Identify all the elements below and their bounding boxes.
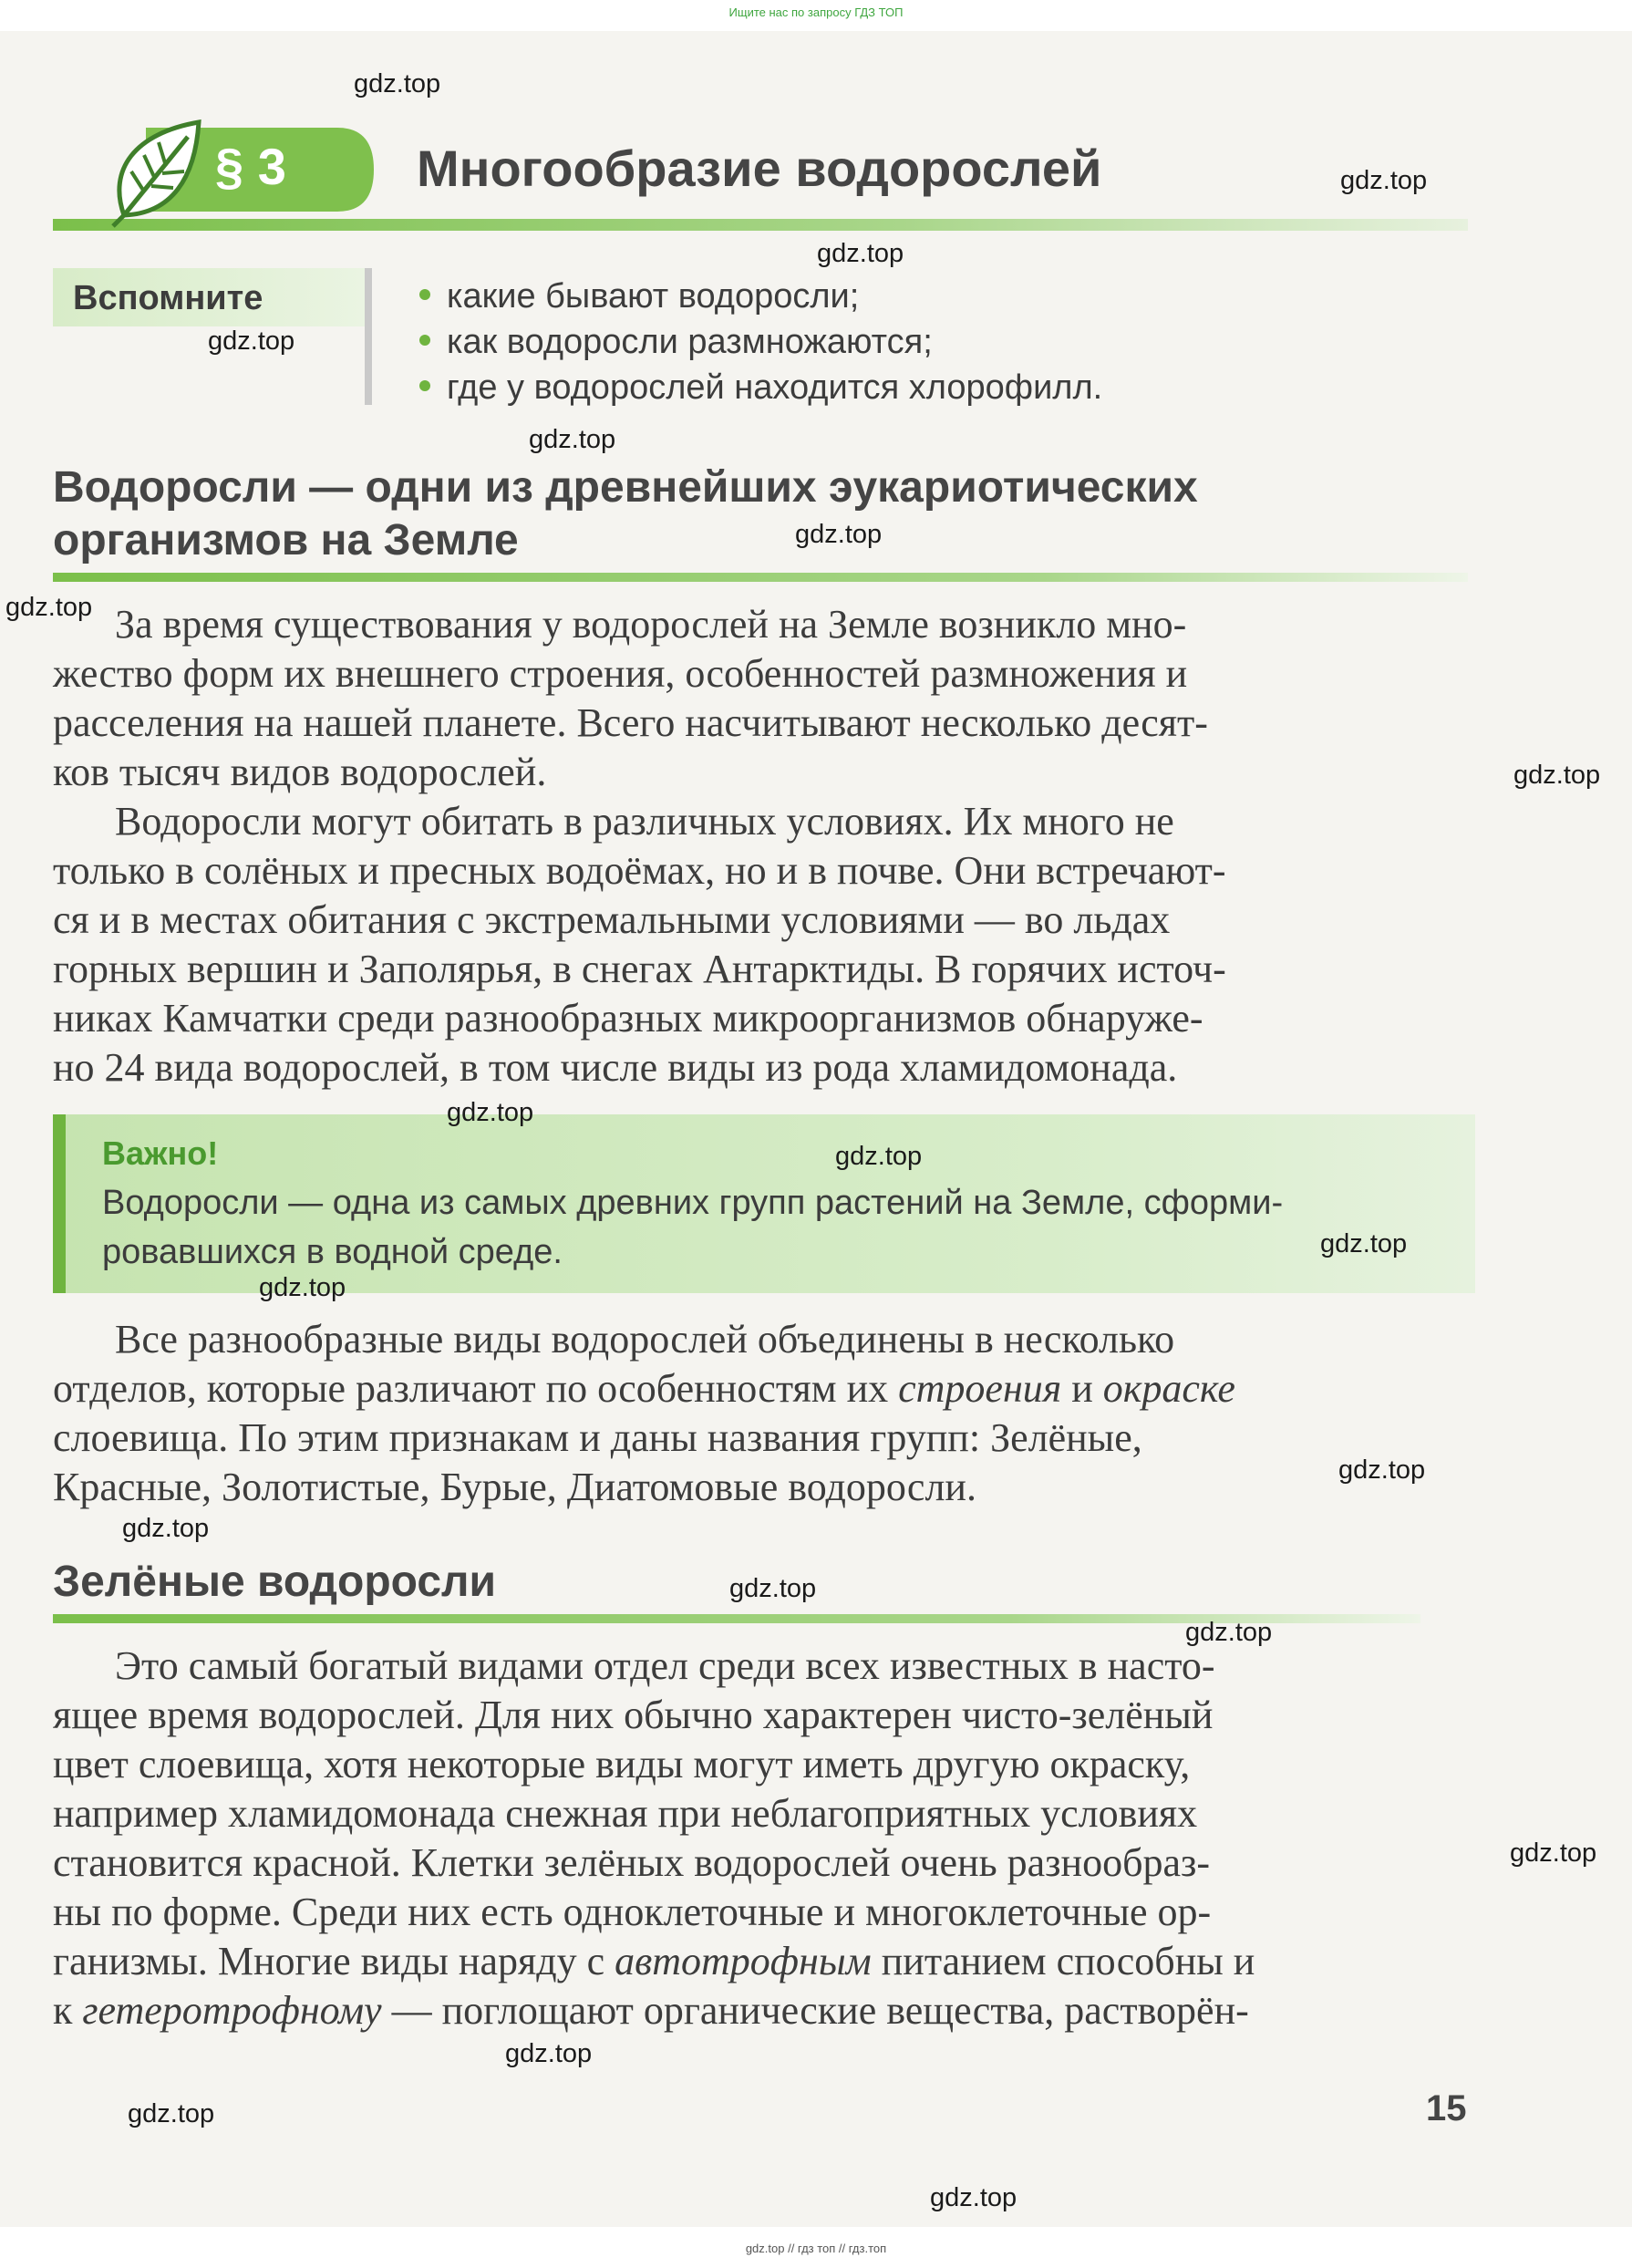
remember-list: [419, 274, 1102, 410]
important-label: Важно!: [102, 1134, 219, 1172]
watermark: gdz.top: [817, 239, 904, 268]
watermark: gdz.top: [835, 1142, 923, 1171]
bullet-icon: [419, 380, 430, 391]
bullet-icon: [419, 335, 430, 346]
watermark: gdz.top: [1338, 1455, 1426, 1485]
important-bar: [53, 1114, 66, 1293]
text-line: ганизмы. Многие виды наряду с автотрофным питанием способны и: [53, 1939, 1255, 1983]
watermark: gdz.top: [1510, 1838, 1597, 1868]
text-line: к гетеротрофному — поглощают органические вещества, растворён-: [53, 1988, 1249, 2033]
bullet-icon: [419, 289, 430, 300]
page-number: 15: [1426, 2088, 1467, 2128]
text-line: ся и в местах обитания с экстремальными условиями — во льдах: [53, 897, 1171, 942]
watermark: gdz.top: [930, 2183, 1017, 2212]
text-line: жество форм их внешнего строения, особенностей размножения и: [53, 651, 1188, 696]
watermark: gdz.top: [354, 69, 441, 98]
watermark: gdz.top: [208, 326, 295, 356]
list-item: где у водорослей находится хлорофилл.: [419, 365, 1102, 410]
emphasis-autotrophic: автотрофным: [615, 1939, 872, 1983]
watermark: gdz.top: [1185, 1618, 1273, 1647]
section-heading-green-algae: Зелёные водоросли: [53, 1558, 497, 1606]
text-line: За время существования у водорослей на Земле возникло мно-: [115, 602, 1187, 647]
text-line: никах Камчатки среди разнообразных микроорганизмов обнаруже-: [53, 996, 1203, 1041]
watermark: gdz.top: [259, 1273, 346, 1302]
watermark: gdz.top: [1320, 1229, 1408, 1258]
text-line: становится красной. Клетки зелёных водорослей очень разнообраз-: [53, 1840, 1211, 1885]
text-line: Красные, Золотистые, Бурые, Диатомовые водоросли.: [53, 1465, 976, 1509]
remember-label-box: [53, 268, 365, 326]
list-item: какие бывают водоросли;: [419, 274, 1102, 319]
important-text: Водоросли — одна из самых древних групп растений на Земле, сформи- ровавшихся в водной среде.: [102, 1184, 1284, 1271]
text-line: горных вершин и Заполярья, в снегах Антарктиды. В горячих источ-: [53, 947, 1226, 991]
text-line: слоевища. По этим признакам и даны названия групп: Зелёные,: [53, 1415, 1142, 1460]
section2-text: [53, 1641, 1475, 2035]
text-line: только в солёных и пресных водоёмах, но и в почве. Они встречают-: [53, 848, 1226, 893]
text-line: цвет слоевища, хотя некоторые виды могут иметь другую окраску,: [53, 1742, 1191, 1786]
watermark: gdz.top: [1513, 761, 1601, 790]
section1-tail-text: [53, 1315, 1475, 1512]
text-line: но 24 вида водорослей, в том числе виды из рода хламидомонада.: [53, 1045, 1178, 1090]
remember-divider: [365, 268, 372, 405]
text-line: Водоросли могут обитать в различных условиях. Их много не: [115, 799, 1174, 844]
text-line: отделов, которые различают по особенностям их строения и окраске: [53, 1366, 1235, 1411]
leaf-icon: [108, 115, 208, 230]
important-box: [53, 1114, 1475, 1293]
watermark: gdz.top: [529, 425, 616, 454]
text-line: Все разнообразные виды водорослей объединены в несколько: [115, 1317, 1175, 1362]
top-banner: Ищите нас по запросу ГДЗ ТОП: [728, 5, 904, 19]
text-line: Это самый богатый видами отдел среди всех известных в насто-: [115, 1643, 1215, 1688]
bottom-banner: gdz.top // гдз топ // гдз.топ: [745, 2242, 887, 2255]
text-line: расселения на нашей планете. Всего насчитывают несколько десят-: [53, 700, 1208, 745]
watermark: gdz.top: [795, 520, 883, 549]
watermark: gdz.top: [128, 2099, 215, 2128]
watermark: gdz.top: [5, 593, 93, 622]
watermark: gdz.top: [505, 2039, 593, 2068]
watermark: gdz.top: [447, 1098, 534, 1127]
emphasis-structure: строения: [898, 1366, 1062, 1411]
text-line: ящее время водорослей. Для них обычно характерен чисто-зелёный: [53, 1693, 1214, 1737]
section1-text: [53, 600, 1475, 1093]
watermark: gdz.top: [729, 1574, 817, 1603]
emphasis-heterotrophic: гетеротрофному: [82, 1988, 382, 2033]
text-line: ны по форме. Среди них есть одноклеточные и многоклеточные ор-: [53, 1890, 1212, 1934]
remember-label: Вспомните: [73, 279, 263, 317]
list-item: как водоросли размножаются;: [419, 319, 1102, 365]
page-title: Многообразие водорослей: [417, 140, 1102, 197]
section-heading-algae-ancient: Водоросли — одни из древнейших эукариотических организмов на Земле: [53, 463, 1198, 564]
paragraph-number: § 3: [215, 138, 286, 195]
text-line: например хламидомонада снежная при неблагоприятных условиях: [53, 1791, 1198, 1836]
watermark: gdz.top: [122, 1514, 210, 1543]
text-line: ков тысяч видов водорослей.: [53, 750, 547, 794]
watermark: gdz.top: [1340, 166, 1428, 195]
section-underline: [53, 573, 1468, 582]
emphasis-color: окраске: [1102, 1366, 1235, 1411]
